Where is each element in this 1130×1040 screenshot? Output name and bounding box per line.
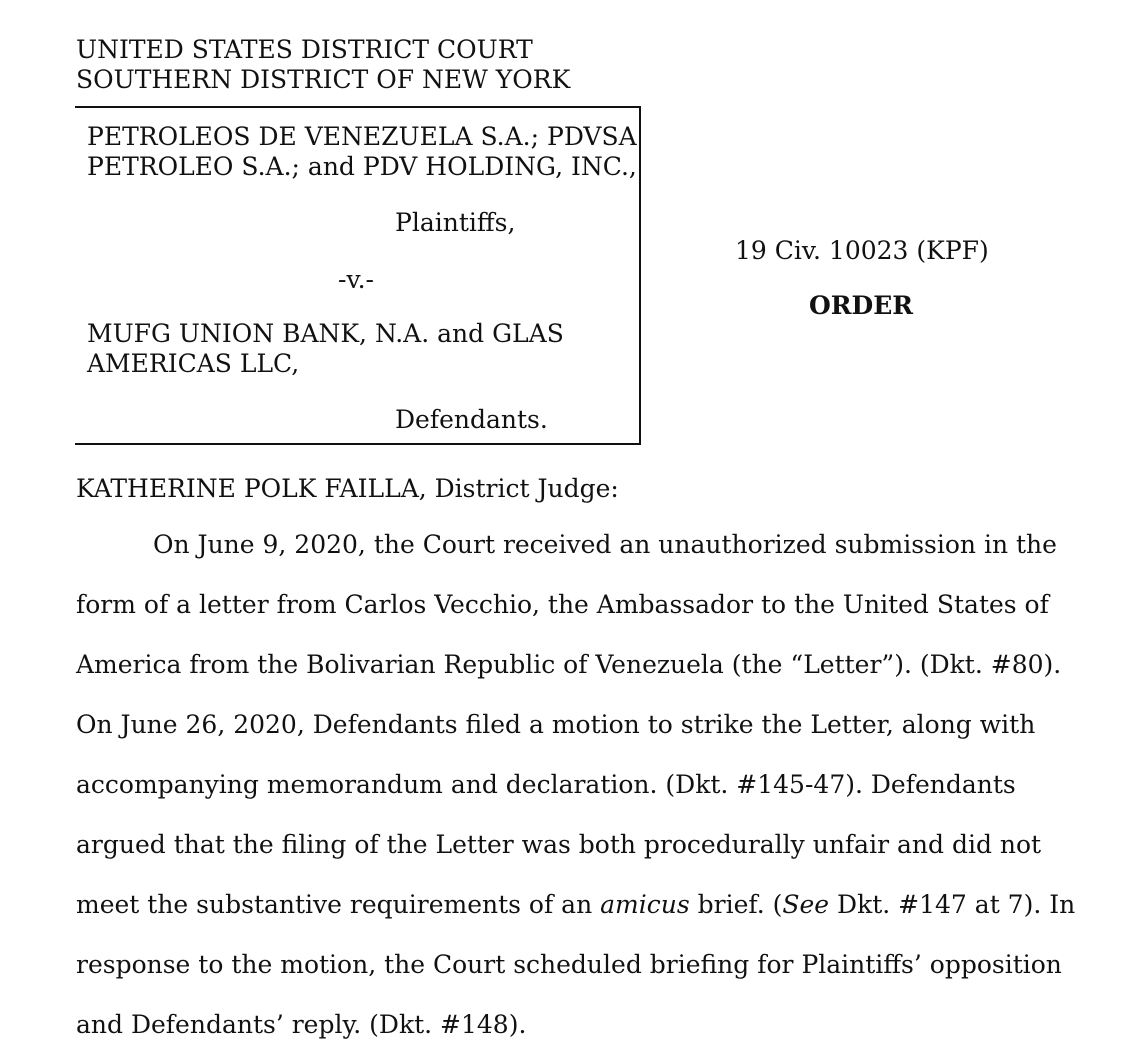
body-line-5: accompanying memorandum and declaration. (Dkt. #145-47). Defendants bbox=[76, 770, 1016, 799]
body-line-2: form of a letter from Carlos Vecchio, the Ambassador to the United States of bbox=[76, 590, 1049, 619]
amicus-italic-term: amicus bbox=[600, 890, 690, 919]
body-line-6: argued that the filing of the Letter was both procedurally unfair and did not bbox=[76, 830, 1042, 859]
document-type-title: ORDER bbox=[809, 291, 914, 320]
versus-label: -v.- bbox=[338, 265, 374, 294]
body-line-3: America from the Bolivarian Republic of Venezuela (the “Letter”). (Dkt. #80). bbox=[76, 650, 1062, 679]
judge-line: KATHERINE POLK FAILLA, District Judge: bbox=[76, 474, 619, 503]
court-name-line-1: UNITED STATES DISTRICT COURT bbox=[76, 35, 533, 64]
body-line-7-part-b: brief. ( bbox=[689, 890, 783, 919]
defendants-name-line-1: MUFG UNION BANK, N.A. and GLAS bbox=[87, 319, 564, 348]
plaintiffs-role: Plaintiffs, bbox=[395, 208, 516, 237]
body-line-7-part-c: Dkt. #147 at 7). In bbox=[829, 890, 1076, 919]
plaintiffs-name-line-2: PETROLEO S.A.; and PDV HOLDING, INC., bbox=[87, 152, 637, 181]
case-number: 19 Civ. 10023 (KPF) bbox=[735, 236, 989, 265]
see-signal-italic: See bbox=[782, 890, 830, 919]
plaintiffs-name-line-1: PETROLEOS DE VENEZUELA S.A.; PDVSA bbox=[87, 122, 637, 151]
body-line-1: On June 9, 2020, the Court received an unauthorized submission in the bbox=[153, 530, 1057, 559]
body-line-7 bbox=[76, 890, 1075, 920]
body-line-4: On June 26, 2020, Defendants filed a motion to strike the Letter, along with bbox=[76, 710, 1036, 739]
court-district-line-2: SOUTHERN DISTRICT OF NEW YORK bbox=[76, 65, 571, 94]
defendants-name-line-2: AMERICAS LLC, bbox=[87, 349, 300, 378]
body-line-8: response to the motion, the Court scheduled briefing for Plaintiffs’ opposition bbox=[76, 950, 1062, 979]
body-line-9: and Defendants’ reply. (Dkt. #148). bbox=[76, 1010, 527, 1039]
defendants-role: Defendants. bbox=[395, 405, 548, 434]
body-line-7-part-a: meet the substantive requirements of an bbox=[76, 890, 601, 919]
case-caption-box bbox=[75, 106, 641, 445]
